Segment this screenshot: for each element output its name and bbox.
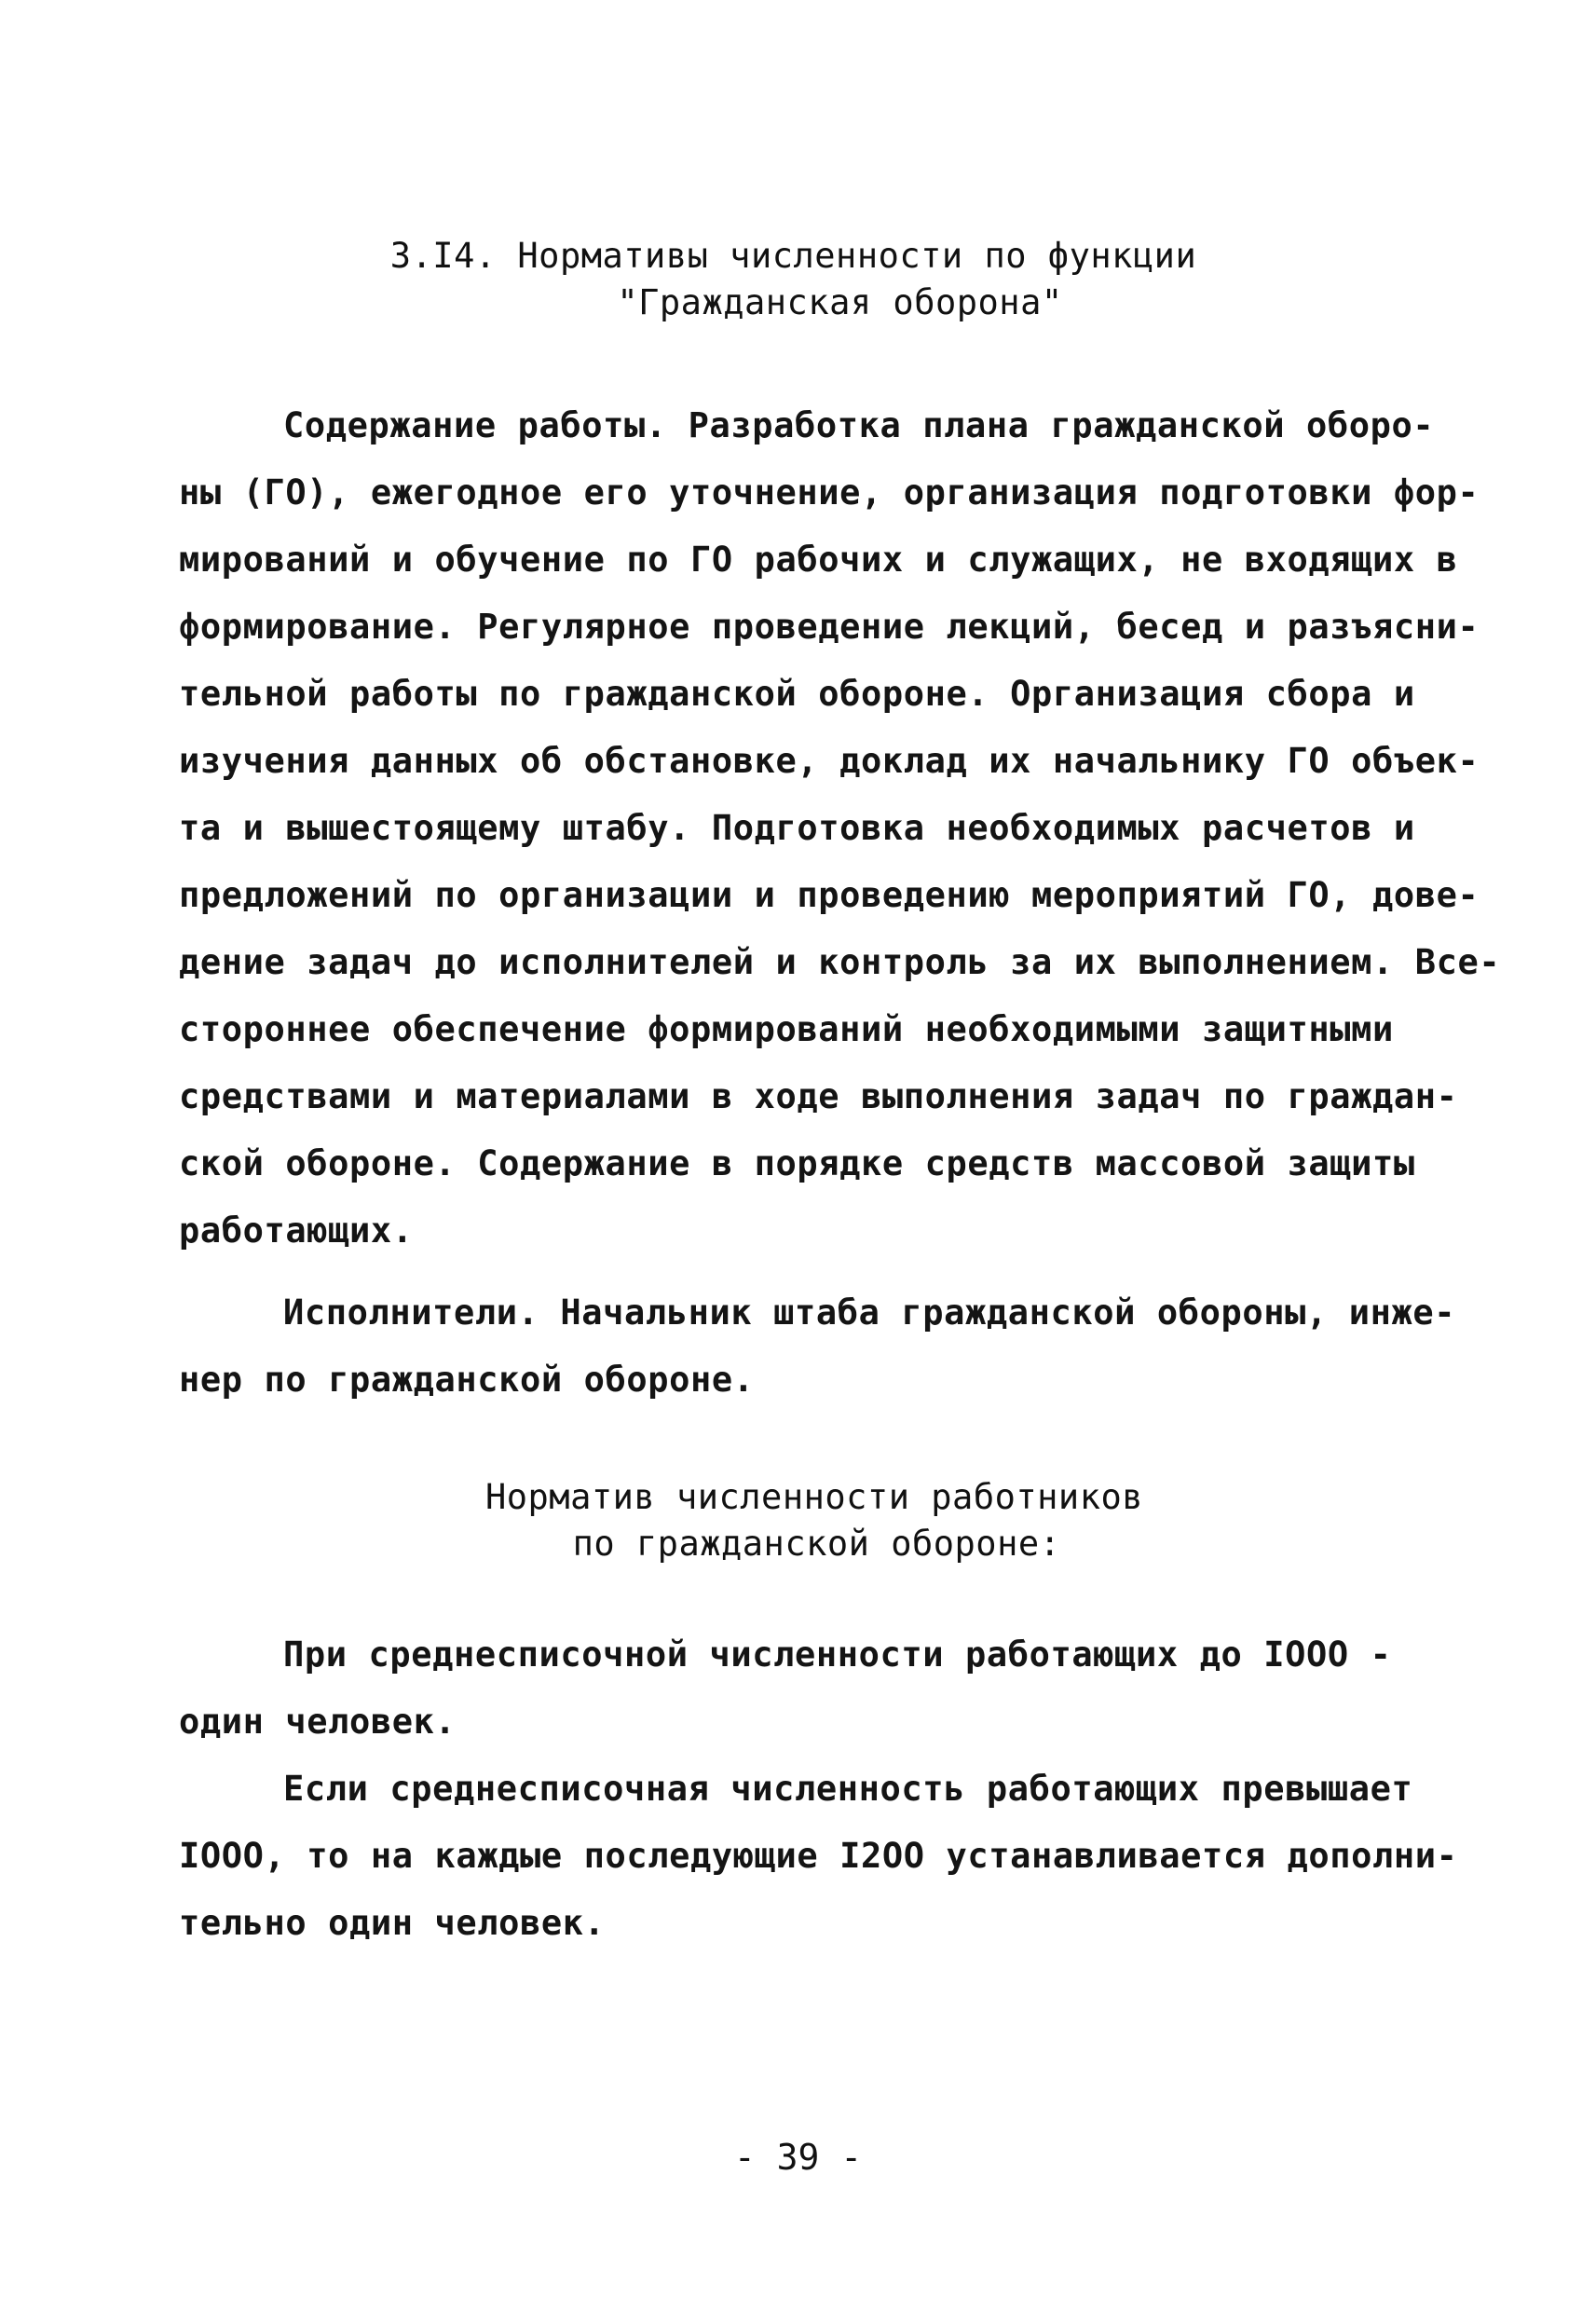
norm-paragraph-2 (179, 1756, 1465, 1957)
content-line: формирование. Регулярное проведение лекций, бесед и разъясни- (179, 607, 1480, 647)
section-heading (0, 233, 1596, 326)
content-line: дение задач до исполнителей и контроль за их выполнением. Все- (179, 942, 1501, 982)
page-number: - 39 - (733, 2137, 863, 2178)
content-line: работающих. (179, 1210, 414, 1251)
content-line: ской обороне. Содержание в порядке средств массовой защиты (179, 1143, 1415, 1183)
content-line: средствами и материалами в ходе выполнения задач по граждан- (179, 1076, 1458, 1116)
section-heading-line-2: "Гражданская оборона" (617, 282, 1063, 322)
content-line: изучения данных об обстановке, доклад их начальнику ГО объек- (179, 741, 1480, 781)
content-line: ны (ГО), ежегодное его уточнение, организация подготовки фор- (179, 472, 1480, 513)
section-heading-line-1: 3.I4. Нормативы численности по функции (389, 236, 1197, 276)
norm-paragraph-1 (179, 1621, 1465, 1756)
norm-heading-line-2: по гражданской обороне: (572, 1524, 1061, 1564)
norm-line: IOOO, то на каждые последующие I2OO устанавливается дополни- (179, 1836, 1458, 1876)
content-paragraph (179, 392, 1501, 1265)
content-line: та и вышестоящему штабу. Подготовка необходимых расчетов и (179, 808, 1415, 848)
norm-line: Если среднесписочная численность работающих превышает (283, 1769, 1413, 1809)
norm-line: тельно один человек. (179, 1903, 606, 1943)
norm-heading (0, 1474, 1596, 1567)
executors-line: нер по гражданской обороне. (179, 1360, 755, 1400)
content-line: мирований и обучение по ГО рабочих и служащих, не входящих в (179, 540, 1458, 580)
content-line: Содержание работы. Разработка плана гражданской оборо- (283, 405, 1435, 445)
norm-line: При среднесписочной численности работающих до IOOO - (283, 1634, 1392, 1675)
norm-line: один человек. (179, 1702, 457, 1742)
content-line: стороннее обеспечение формирований необходимыми защитными (179, 1009, 1394, 1049)
executors-paragraph (179, 1279, 1465, 1414)
content-line: тельной работы по гражданской обороне. Организация сбора и (179, 674, 1415, 714)
norm-heading-line-1: Норматив численности работников (484, 1477, 1144, 1517)
executors-line: Исполнители. Начальник штаба гражданской обороны, инже- (283, 1292, 1456, 1333)
content-line: предложений по организации и проведению мероприятий ГО, дове- (179, 875, 1480, 915)
